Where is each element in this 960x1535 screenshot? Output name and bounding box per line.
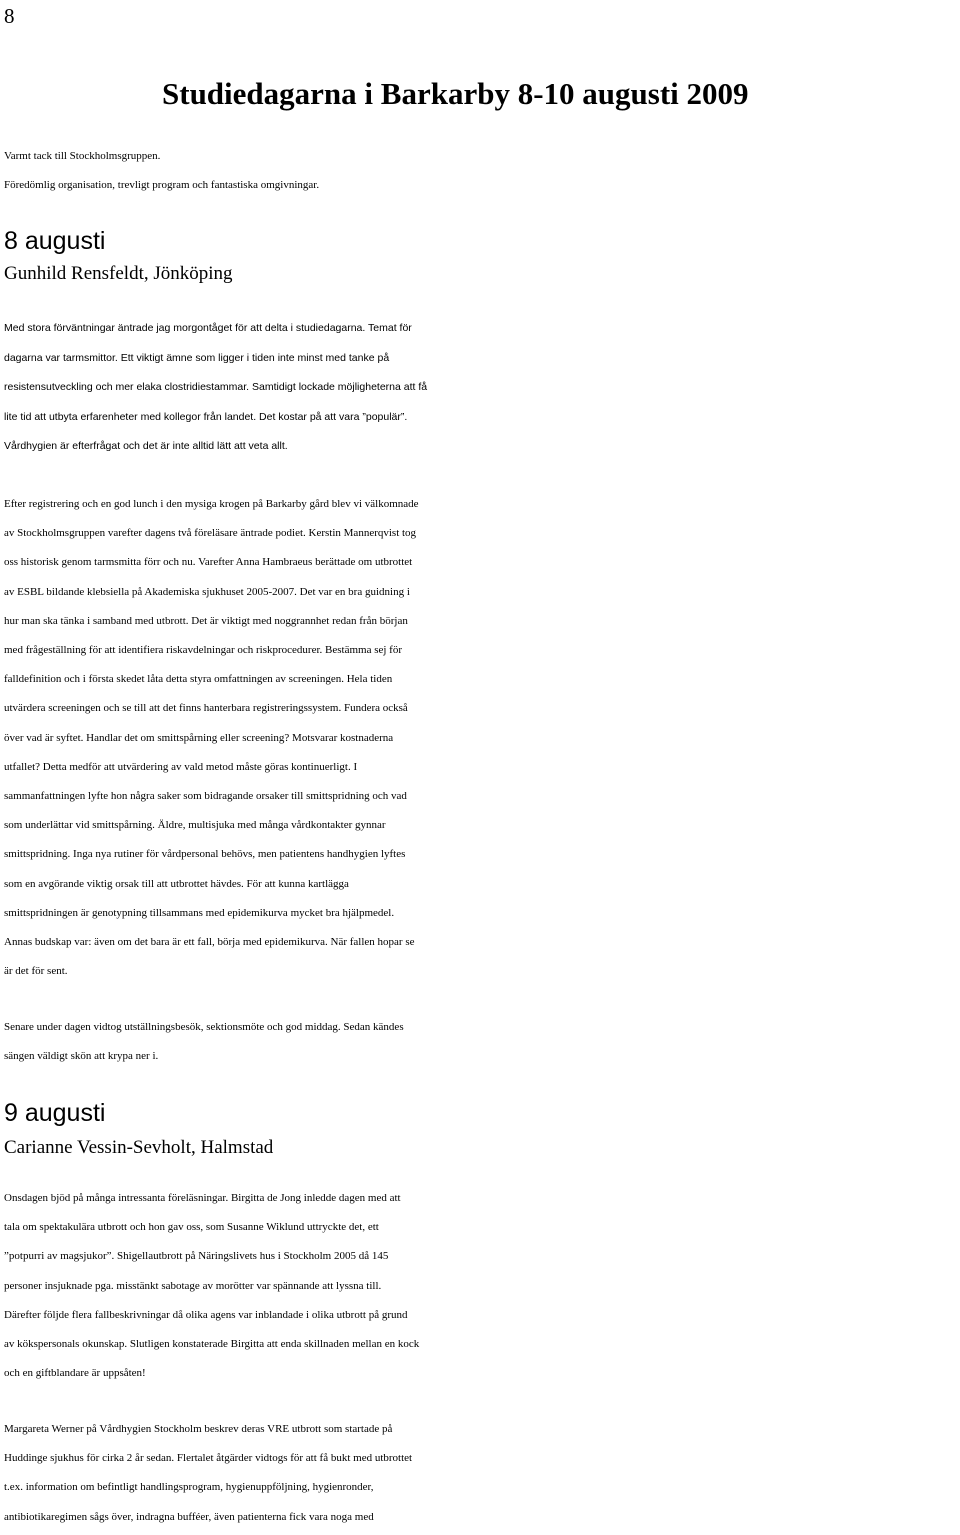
paragraph-line: Därefter följde flera fallbeskrivningar då olika agens var inblandade i olika utbrott på grund [4, 1308, 408, 1321]
paragraph-line: falldefinition och i första skedet låta detta styra omfattningen av screeningen. Hela tiden [4, 673, 393, 686]
paragraph-line: ”potpurri av magsjukor”. Shigellautbrott på Näringslivets hus i Stockholm 2005 då 145 [4, 1250, 389, 1263]
paragraph [4, 1184, 959, 1388]
paragraph-line: av Stockholmsgruppen varefter dagens två föreläsare äntrade podiet. Kerstin Mannerqvist tog [4, 527, 417, 540]
paragraph-line: lite tid att utbyta erfarenheter med kollegor från landet. Det kostar på att vara ”populär”. [4, 410, 408, 423]
section-heading-8-augusti: 8 augusti [4, 227, 106, 255]
paragraph-line: av ESBL bildande klebsiella på Akademiska sjukhuset 2005-2007. Det var en bra guidning i [4, 585, 410, 598]
paragraph-line: tala om spektakulära utbrott och hon gav oss, som Susanne Wiklund uttryckte det, ett [4, 1221, 379, 1234]
paragraph-line: utvärdera screeningen och se till att det finns hanterbara registreringssystem. Fundera också [4, 702, 408, 715]
page-title: Studiedagarna i Barkarby 8-10 augusti 2009 [162, 76, 749, 111]
paragraph-line: Vårdhygien är efterfrågat och det är inte alltid lätt att veta allt. [4, 440, 288, 452]
paragraph-line: av kökspersonals okunskap. Slutligen konstaterade Birgitta att enda skillnaden mellan en kock [4, 1338, 420, 1351]
paragraph-line: över vad är syftet. Handlar det om smittspårning eller screening? Motsvarar kostnaderna [4, 731, 394, 744]
page-number: 8 [4, 4, 15, 28]
paragraph-line: hur man ska tänka i samband med utbrott. Det är viktigt med noggrannhet redan från början [4, 614, 408, 627]
intro-line: Varmt tack till Stockholmsgruppen. [4, 150, 161, 162]
paragraph-line: Annas budskap var: även om det bara är ett fall, börja med epidemikurva. När fallen hopar se [4, 936, 415, 949]
paragraph-line: och en giftblandare är uppsåten! [4, 1367, 146, 1380]
paragraph-line: utfallet? Detta medför att utvärdering av vald metod måste göras kontinuerligt. I [4, 760, 358, 773]
paragraph-line: sängen väldigt skön att krypa ner i. [4, 1050, 159, 1063]
paragraph-line: som underlättar vid smittspårning. Äldre, multisjuka med många vårdkontakter gynnar [4, 819, 386, 832]
section-author: Gunhild Rensfeldt, Jönköping [4, 263, 233, 284]
paragraph-line: smittspridningen är genotypning tillsammans med epidemikurva mycket bra hjälpmedel. [4, 906, 395, 919]
section-author: Carianne Vessin-Sevholt, Halmstad [4, 1137, 274, 1158]
paragraph [4, 490, 959, 986]
paragraph-line: t.ex. information om befintligt handlingsprogram, hygienuppföljning, hygienronder, [4, 1481, 374, 1494]
paragraph-line: sammanfattningen lyfte hon några saker som bidragande orsaker till smittspridning och vad [4, 790, 407, 803]
paragraph [4, 314, 959, 462]
paragraph-line: personer insjuknade pga. misstänkt sabotage av morötter var spännande att lyssna till. [4, 1279, 382, 1292]
paragraph-line: med frågeställning för att identifiera riskavdelningar och riskprocedurer. Bestämma sej för [4, 644, 402, 657]
paragraph-line: Senare under dagen vidtog utställningsbesök, sektionsmöte och god middag. Sedan kändes [4, 1021, 404, 1033]
paragraph-line: Huddinge sjukhus för cirka 2 år sedan. Flertalet åtgärder vidtogs för att få bukt med utbrottet [4, 1452, 413, 1465]
paragraph-line: Margareta Werner på Vårdhygien Stockholm beskrev deras VRE utbrott som startade på [4, 1423, 393, 1435]
paragraph-line: smittspridning. Inga nya rutiner för vårdpersonal behövs, men patientens handhygien lyftes [4, 848, 406, 861]
paragraph-line: oss historisk genom tarmsmitta förr och nu. Varefter Anna Hambraeus berättade om utbrottet [4, 556, 413, 569]
section-heading-9-augusti: 9 augusti [4, 1099, 106, 1127]
intro-text [4, 142, 959, 200]
paragraph [4, 1013, 959, 1071]
paragraph-line: dagarna var tarmsmittor. Ett viktigt ämne som ligger i tiden inte minst med tanke på [4, 351, 390, 364]
paragraph-line: Med stora förväntningar äntrade jag morgontåget för att delta i studiedagarna. Temat för [4, 322, 412, 334]
paragraph-line: antibiotikaregimen sågs över, indragna bufféer, även patienterna fick vara noga med [4, 1510, 374, 1523]
paragraph-line: Onsdagen bjöd på många intressanta föreläsningar. Birgitta de Jong inledde dagen med att [4, 1192, 401, 1204]
paragraph [4, 1415, 959, 1532]
paragraph-line: resistensutveckling och mer elaka clostridiestammar. Samtidigt lockade möjligheterna att få [4, 381, 428, 393]
paragraph-line: Efter registrering och en god lunch i den mysiga krogen på Barkarby gård blev vi välkomnade [4, 498, 419, 510]
paragraph-line: som en avgörande viktig orsak till att utbrottet hävdes. För att kunna kartlägga [4, 877, 349, 890]
paragraph-line: är det för sent. [4, 965, 68, 978]
intro-line: Föredömlig organisation, trevligt program och fantastiska omgivningar. [4, 179, 320, 191]
